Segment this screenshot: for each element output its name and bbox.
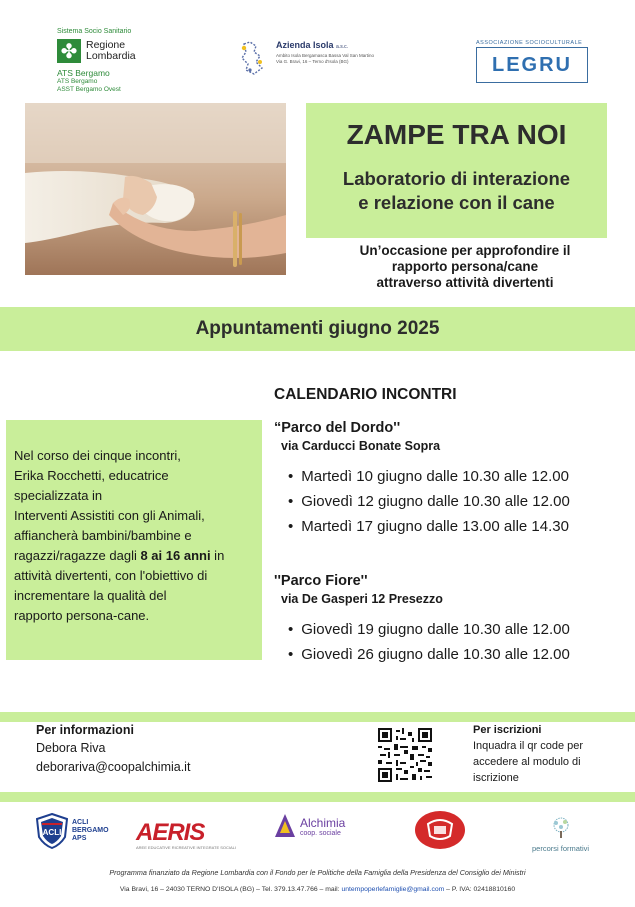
desc-line: Nel corso dei cinque incontri, xyxy=(14,448,181,463)
age-range: 8 ai 16 anni xyxy=(140,548,211,563)
desc-line: rapporto persona-cane. xyxy=(14,608,150,623)
registration-info xyxy=(473,724,613,786)
azienda-line2: Via G. Bravi, 16 – Terno d'Isola (BG) xyxy=(276,59,349,64)
alchimia-logo xyxy=(274,813,345,839)
acli-text-3: APS xyxy=(72,835,87,842)
date-item: • Giovedì 12 giugno dalle 10.30 alle 12.00 xyxy=(288,489,570,514)
ats-line1: ATS Bergamo xyxy=(57,78,98,85)
azienda-suffix: a.s.c. xyxy=(336,44,348,50)
azienda-line1: Ambito Isola Bergamasca Bassa Val San Martino xyxy=(276,53,374,58)
legru-name: LEGRU xyxy=(476,47,588,83)
divider-band-bottom xyxy=(0,792,635,802)
registration-line2: accedere al modulo di xyxy=(473,756,581,768)
acli-logo xyxy=(36,813,109,849)
desc-text: ragazzi/ragazze dagli xyxy=(14,548,141,563)
system-label: Sistema Socio Sanitario xyxy=(57,28,132,35)
date-item: • Martedì 17 giugno dalle 13.00 alle 14.30 xyxy=(288,514,570,539)
desc-line: affiancherà bambini/bambine e xyxy=(14,528,192,543)
desc-line: attività divertenti, con l'obiettivo di xyxy=(14,568,208,583)
date-item: • Giovedì 19 giugno dalle 10.30 alle 12.00 xyxy=(288,617,570,642)
contact-name: Debora Riva xyxy=(36,741,106,755)
page-title: ZAMPE TRA NOI xyxy=(346,119,567,150)
date-list xyxy=(288,617,570,667)
tagline xyxy=(300,243,630,291)
lombardia-name-line2: Lombardia xyxy=(86,50,136,62)
registration-heading: Per iscrizioni xyxy=(473,724,542,736)
alchimia-text: Alchimia xyxy=(300,815,346,830)
contact-heading: Per informazioni xyxy=(36,723,134,737)
regione-lombardia-logo xyxy=(57,28,167,94)
desc-line: specializzata in xyxy=(14,488,103,503)
divider-band-top xyxy=(0,712,635,722)
acli-text-2: BERGAMO xyxy=(72,827,109,834)
azienda-isola-icon xyxy=(236,40,270,78)
registration-line3: iscrizione xyxy=(473,772,519,784)
contact-email[interactable]: deborariva@coopalchimia.it xyxy=(36,760,191,774)
registration-line1: Inquadra il qr code per xyxy=(473,740,584,752)
park-address: via De Gasperi 12 Presezzo xyxy=(281,592,443,606)
title-box xyxy=(306,103,607,238)
qr-code-icon[interactable] xyxy=(378,728,432,782)
date-item: • Giovedì 26 giugno dalle 10.30 alle 12.00 xyxy=(288,642,570,667)
desc-line-age xyxy=(14,546,256,566)
percorsi-formativi-logo xyxy=(532,817,589,853)
azienda-isola-logo xyxy=(236,40,376,78)
azienda-name: Azienda Isola xyxy=(276,40,334,50)
subtitle-line2: e relazione con il cane xyxy=(358,192,555,213)
subtitle-line1: Laboratorio di interazione xyxy=(342,168,571,189)
footer-email-link[interactable]: untempoperlefamiglie@gmail.com xyxy=(341,886,445,893)
contact-info xyxy=(36,723,190,777)
legru-caption: ASSOCIAZIONE SOCIOCULTURALE xyxy=(476,40,583,46)
header-logos xyxy=(0,22,635,102)
park-block-fiore xyxy=(274,573,570,667)
tagline-line3: attraverso attività divertenti xyxy=(376,275,554,290)
aeris-logo xyxy=(136,819,236,850)
lombardia-name-line1: Regione xyxy=(86,39,126,51)
svg-text:ACLI: ACLI xyxy=(42,828,62,837)
desc-line: Erika Rocchetti, educatrice xyxy=(14,468,169,483)
funding-note: Programma finanziato da Regione Lombardia con il Fondo per le Politiche della Famiglia della Presidenza del Consiglio dei Ministri xyxy=(109,868,526,877)
red-emblem-icon xyxy=(414,810,466,850)
footer-address xyxy=(0,886,635,893)
tree-icon xyxy=(546,817,576,839)
date-list xyxy=(288,464,570,539)
aeris-text: AERIS xyxy=(136,819,205,846)
date-item: • Martedì 10 giugno dalle 10.30 alle 12.00 xyxy=(288,464,570,489)
percorsi-text: percorsi formativi xyxy=(532,844,590,853)
alchimia-triangle-icon xyxy=(274,813,296,839)
desc-line: Interventi Assistiti con gli Animali, xyxy=(14,508,205,523)
park-address: via Carducci Bonate Sopra xyxy=(281,439,441,453)
desc-text: in xyxy=(210,548,225,563)
address-text: Via Bravi, 16 – 24030 TERNO D'ISOLA (BG) – Tel. 379.13.47.766 – mail: xyxy=(119,886,342,893)
partner-logos xyxy=(0,805,635,855)
park-block-dordo xyxy=(274,420,570,539)
acli-shield-icon xyxy=(36,813,68,849)
description-box xyxy=(6,420,262,660)
tagline-line2: rapporto persona/cane xyxy=(391,259,539,274)
aeris-subtext: AREE EDUCATIVE RICREATIVE INTEGRATE SOCIALI xyxy=(136,845,237,850)
park-name: ''Parco Fiore'' xyxy=(274,573,368,589)
tagline-line1: Un’occasione per approfondire il xyxy=(359,243,571,258)
ats-label: ATS Bergamo xyxy=(57,68,110,78)
ats-line2: ASST Bergamo Ovest xyxy=(57,86,121,93)
alchimia-subtext: coop. sociale xyxy=(300,829,341,837)
legru-logo xyxy=(476,40,588,83)
park-name: “Parco del Dordo'' xyxy=(274,420,401,436)
acli-text-1: ACLI xyxy=(72,819,89,826)
calendar-title: CALENDARIO INCONTRI xyxy=(274,386,457,403)
hand-and-paw-photo xyxy=(25,103,286,275)
appointments-band: Appuntamenti giugno 2025 xyxy=(0,307,635,351)
desc-line: incrementare la qualità del xyxy=(14,588,167,603)
red-circle-logo xyxy=(414,810,466,855)
vat-text: – P. IVA: 02418810160 xyxy=(444,886,516,893)
lombardia-cross-icon: ✤ xyxy=(57,39,81,63)
